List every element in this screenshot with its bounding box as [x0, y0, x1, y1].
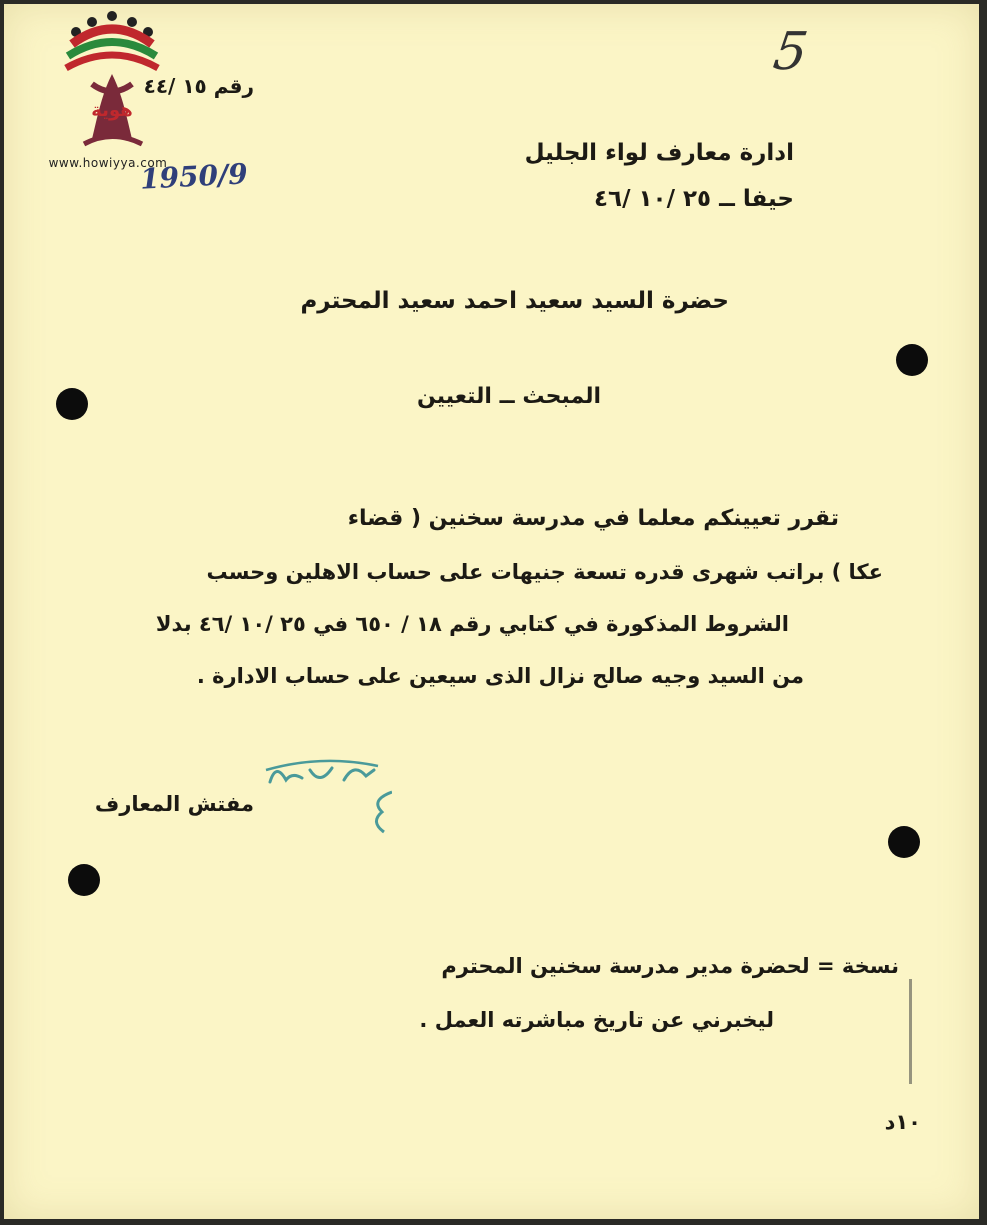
- body-line: تقرر تعيينكم معلما في مدرسة سخنين ( قضاء: [347, 506, 839, 531]
- subject: المبحث ــ التعيين: [417, 384, 601, 409]
- typist-initials: ١٠د: [884, 1110, 921, 1134]
- body-line: الشروط المذكورة في كتابي رقم ١٨ / ٦٥٠ في ٢٥ /١٠ /٤٦ بدلا: [155, 612, 789, 636]
- logo-tree-icon: [84, 74, 142, 144]
- margin-mark: [909, 979, 912, 1084]
- signature-mark: [262, 752, 392, 842]
- handwritten-date: 1950/9: [139, 157, 249, 196]
- copy-instruction: ليخبرني عن تاريخ مباشرته العمل .: [419, 1008, 774, 1032]
- punch-hole: [56, 388, 88, 420]
- addressee: حضرة السيد سعيد احمد سعيد المحترم: [300, 288, 729, 314]
- punch-hole: [68, 864, 100, 896]
- place-and-date: حيفا ــ ٢٥ /١٠ /٤٦: [594, 186, 794, 212]
- issuing-office: ادارة معارف لواء الجليل: [524, 140, 794, 166]
- svg-text:هوية: هوية: [91, 100, 133, 121]
- punch-hole: [888, 826, 920, 858]
- document-page: [4, 4, 979, 1219]
- logo-people-icon: [66, 11, 158, 68]
- copy-recipient: نسخة = لحضرة مدير مدرسة سخنين المحترم: [441, 954, 899, 978]
- reference-number: رقم ١٥ /٤٤: [143, 74, 254, 98]
- logo-url: www.howiyya.com: [48, 156, 168, 170]
- page-number: 5: [769, 22, 812, 82]
- body-line: من السيد وجيه صالح نزال الذى سيعين على حساب الادارة .: [196, 664, 804, 688]
- body-line: عكا ) براتب شهرى قدره تسعة جنيهات على حساب الاهلين وحسب: [206, 560, 883, 584]
- signature-title: مفتش المعارف: [94, 792, 254, 816]
- punch-hole: [896, 344, 928, 376]
